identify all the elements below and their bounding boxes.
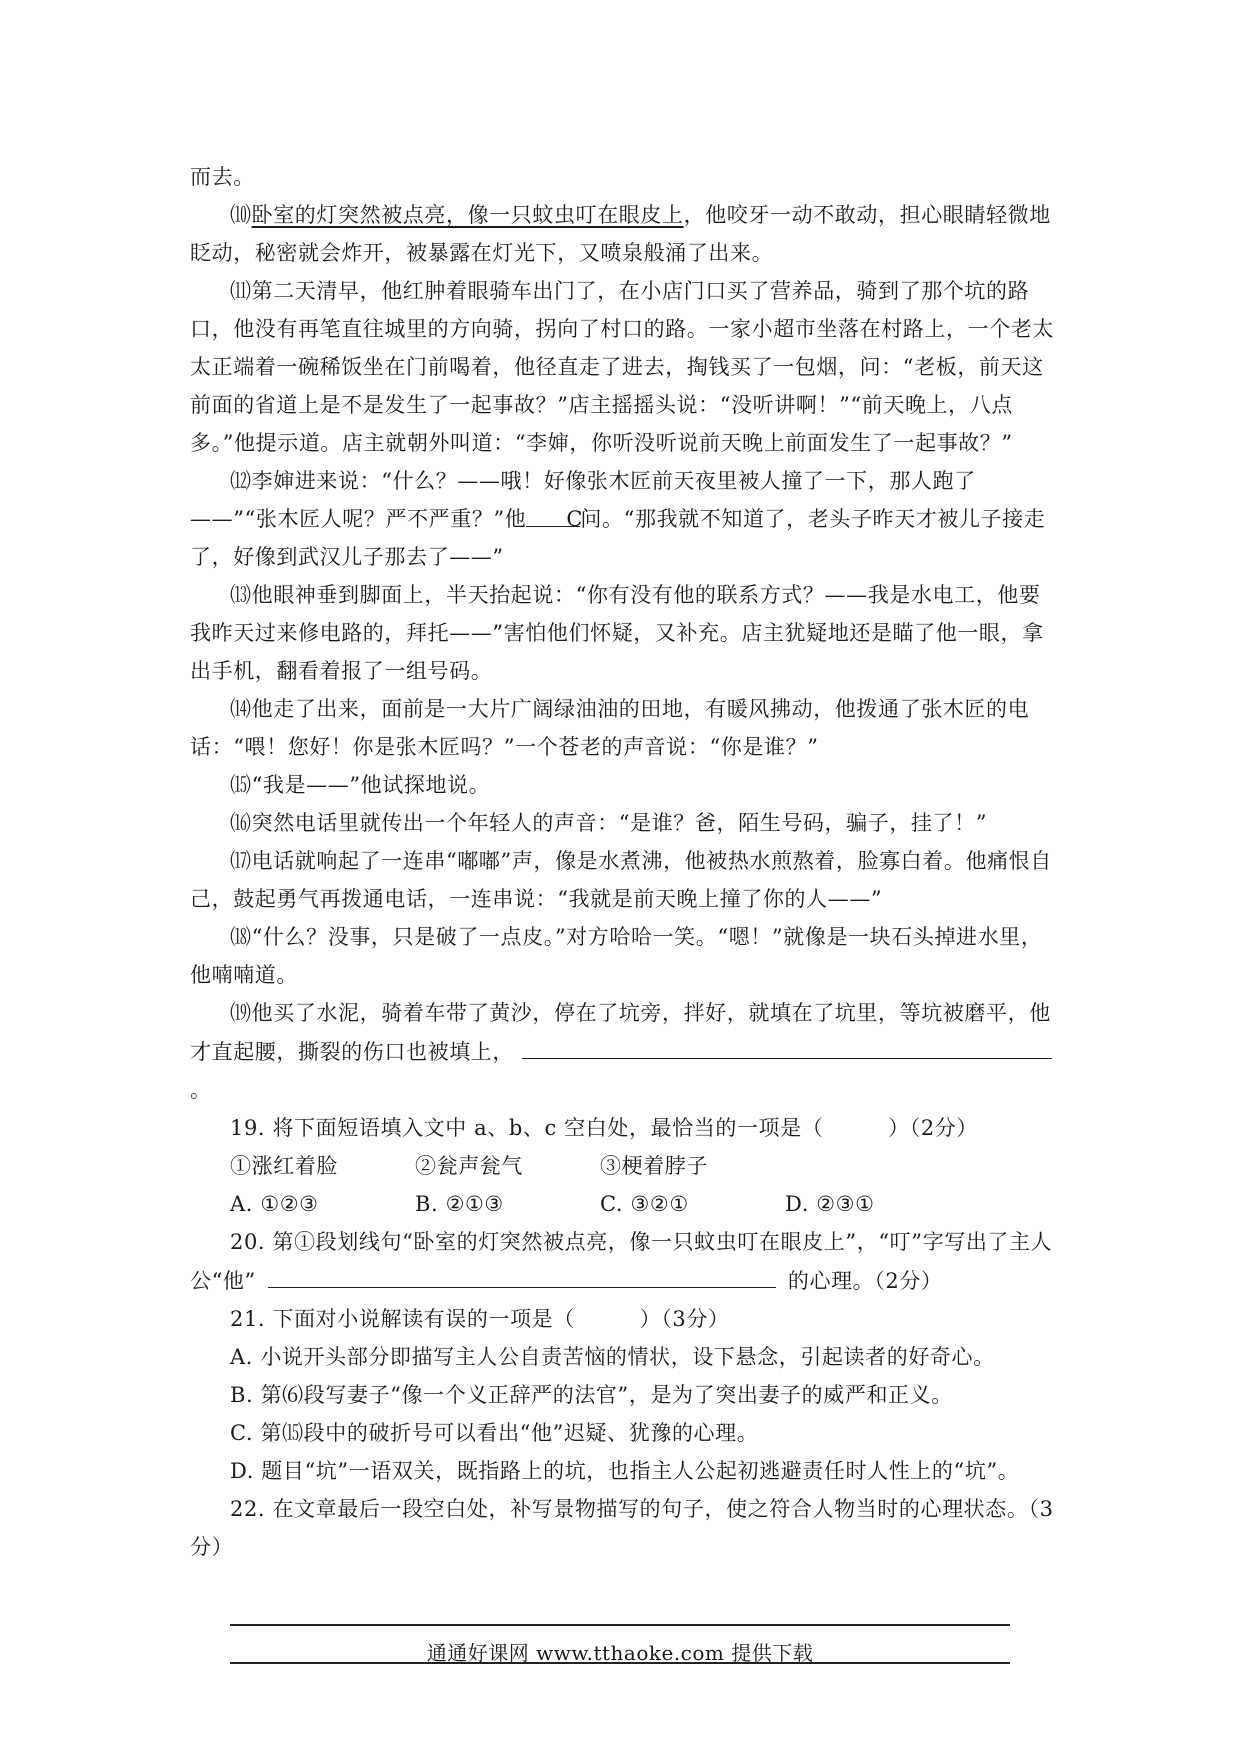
phrase-option: ③梗着脖子 — [600, 1154, 708, 1178]
paragraph-11: ⑾第二天清早，他红肿着眼骑车出门了，在小店门口买了营养品，骑到了那个坑的路口，他没有再笔直往城里的方向骑，拐向了村口的路。一家小超市坐落在村路上，一个老太太正端着一碗稀饭坐在门前喝着，他径直走了进去，掏钱买了一包烟，问：“老板，前天这前面的省道上是不是发生了一起事故？”店主摇摇头说：“没听讲啊！”“前天晚上，八点多。”他提示道。店主就朝外叫道：“李婶，你听没听说前天晚上前面发生了一起事故？” — [190, 279, 1054, 455]
question-21: 21. 下面对小说解读有误的一项是（ ）（3分） — [230, 1307, 730, 1331]
paragraph-15: ⒂“我是——”他试探地说。 — [230, 773, 491, 797]
choice-a[interactable]: A. ①②③ — [230, 1192, 319, 1216]
question-22: 22. 在文章最后一段空白处，补写景物描写的句子，使之符合人物当时的心理状态。（3分） — [190, 1497, 1054, 1559]
phrase-option: ②瓮声瓮气 — [415, 1154, 523, 1178]
paragraph-10-number: ⑽ — [230, 203, 252, 227]
fill-blank-scenery[interactable] — [522, 1032, 1052, 1059]
paragraph-start: 而去。 — [190, 165, 255, 189]
passage-content — [190, 158, 1058, 1664]
choice-d[interactable]: D. ②③① — [785, 1192, 875, 1216]
question-19-choices — [190, 1185, 1058, 1223]
choice-c[interactable]: C. ③②① — [600, 1192, 689, 1216]
paragraph-19 — [190, 994, 1058, 1109]
phrase-option: ①涨红着脸 — [230, 1154, 338, 1178]
blank-c-label: C — [566, 507, 584, 531]
paragraph-18: ⒅“什么？没事，只是破了一点皮。”对方哈哈一笑。“嗯！”就像是一块石头掉进水里，他喃喃道。 — [190, 925, 1043, 987]
choice-b[interactable]: B. 第⑹段写妻子“像一个义正辞严的法官”，是为了突出妻子的威严和正义。 — [230, 1383, 953, 1407]
underlined-sentence: 卧室的灯突然被点亮，像一只蚊虫叮在眼皮上 — [251, 203, 684, 227]
choice-d[interactable]: D. 题目“坑”一语双关，既指路上的坑，也指主人公起初逃避责任时人性上的“坑”。 — [230, 1459, 1020, 1483]
question-19: 19. 将下面短语填入文中 a、b、c 空白处，最恰当的一项是（ ）（2分） — [230, 1116, 979, 1140]
choice-a[interactable]: A. 小说开头部分即描写主人公自责苦恼的情状，设下悬念，引起读者的好奇心。 — [230, 1345, 995, 1369]
answer-blank-20[interactable] — [268, 1261, 776, 1288]
fill-blank-c[interactable] — [526, 500, 584, 531]
paragraph-19-text: ⒆他买了水泥，骑着车带了黄沙，停在了坑旁，拌好，就填在了坑里，等坑被磨平，他才直起腰，撕裂的伤口也被填上， — [190, 1001, 1051, 1064]
question-20-text: 20. 第①段划线句“卧室的灯突然被点亮，像一只蚊虫叮在眼皮上”，“叮”字写出了主人公“他” — [190, 1230, 1053, 1293]
choice-b[interactable]: B. ②①③ — [415, 1192, 504, 1216]
paragraph-17: ⒄电话就响起了一连串“嘟嘟”声，像是水煮沸，他被热水煎熬着，脸寡白着。他痛恨自己，鼓起勇气再拨通电话，一连串说：“我就是前天晚上撞了你的人——” — [190, 849, 1052, 911]
paragraph-12-text-b: 问。“那我就不知道了，老头子昨天才被儿子接走了，好像到武汉儿子那去了——” — [190, 507, 1046, 569]
question-20-end: 的心理。（2分） — [787, 1269, 943, 1293]
paragraph-12 — [190, 462, 1058, 576]
question-20 — [190, 1223, 1058, 1300]
paragraph-13: ⒀他眼神垂到脚面上，半天抬起说：“你有没有他的联系方式？——我是水电工，他要我昨天过来修电路的，拜托——”害怕他们怀疑，又补充。店主犹疑地还是瞄了他一眼，拿出手机，翻看着报了一组号码。 — [190, 583, 1044, 683]
question-19-phrases — [190, 1147, 1058, 1185]
paragraph-12-text-a: ⑿李婶进来说：“什么？——哦！好像张木匠前天夜里被人撞了一下，那人跑了——”“张木匠人呢？严不严重？”他 — [190, 469, 976, 531]
choice-c[interactable]: C. 第⒂段中的破折号可以看出“他”迟疑、犹豫的心理。 — [230, 1421, 759, 1445]
answer-line[interactable] — [230, 1588, 1010, 1626]
paragraph-10-text: ，他咬牙一动不敢动，担心眼睛轻微地眨动，秘密就会炸开，被暴露在灯光下，又喷泉般涌了出来。 — [190, 203, 1051, 265]
paragraph-10 — [190, 196, 1058, 272]
paragraph-14: ⒁他走了出来，面前是一大片广阔绿油油的田地，有暖风拂动，他拨通了张木匠的电话：“喂！您好！你是张木匠吗？”一个苍老的声音说：“你是谁？” — [190, 697, 1030, 759]
paragraph-16: ⒃突然电话里就传出一个年轻人的声音：“是谁？爸，陌生号码，骗子，挂了！” — [230, 811, 988, 835]
footer-source: 通通好课网 www.tthaoke.com 提供下载 — [426, 1641, 814, 1665]
paragraph-19-end: 。 — [190, 1078, 212, 1102]
